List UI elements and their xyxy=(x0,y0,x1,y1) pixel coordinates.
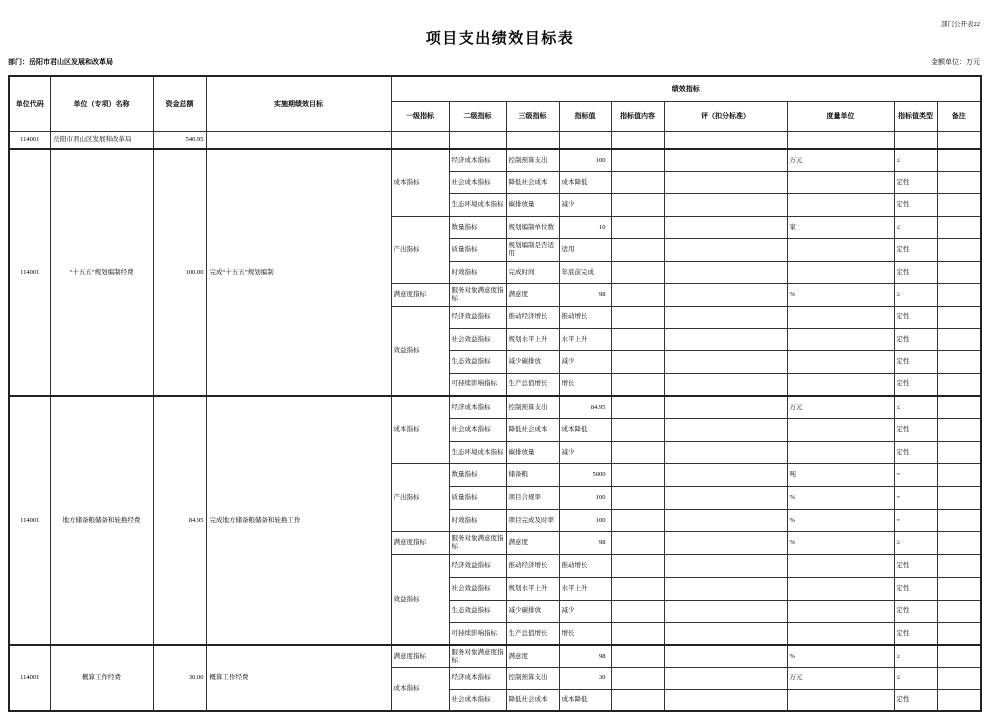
unit-cell: 家 xyxy=(787,216,894,238)
value-content-cell xyxy=(611,487,664,510)
value-content-cell xyxy=(611,373,664,395)
value-content-cell xyxy=(611,645,664,667)
value-content-cell xyxy=(611,261,664,283)
level3-indicator-cell: 储备粮 xyxy=(506,464,559,487)
header-perf-group: 绩效指标 xyxy=(391,76,981,101)
value-content-cell xyxy=(611,577,664,600)
value-type-cell: = xyxy=(894,464,937,487)
value-content-cell xyxy=(611,623,664,646)
indicator-value-cell: 年底前完成 xyxy=(559,261,611,283)
level3-indicator-cell: 满意度 xyxy=(506,532,559,555)
indicator-value-cell: 减少 xyxy=(559,351,611,373)
header-unit-code: 单位代码 xyxy=(9,76,50,131)
unit-cell xyxy=(787,261,894,283)
header-value-content: 指标值内容 xyxy=(611,101,664,131)
indicator-value-cell: 10 xyxy=(559,216,611,238)
note-cell xyxy=(937,396,981,419)
header-indicator-value: 指标值 xyxy=(559,101,611,131)
level3-indicator-cell: 生产总值增长 xyxy=(506,623,559,646)
value-content-cell xyxy=(611,216,664,238)
summary-section xyxy=(9,131,981,149)
indicator-value-cell: 100 xyxy=(559,509,611,532)
unit-cell xyxy=(787,351,894,373)
value-type-cell: 定性 xyxy=(894,419,937,442)
amount-cell: 84.95 xyxy=(153,396,206,646)
value-content-cell xyxy=(611,239,664,261)
indicator-value-cell: 98 xyxy=(559,532,611,555)
value-content-cell xyxy=(611,351,664,373)
level2-indicator-cell: 经济成本指标 xyxy=(449,149,506,171)
level3-indicator-cell: 满意度 xyxy=(506,645,559,667)
level3-indicator-cell: 降低社会成本 xyxy=(506,689,559,711)
indicator-value-cell: 100 xyxy=(559,149,611,171)
amount-unit-label: 金额单位：万元 xyxy=(931,58,980,66)
unit-cell: % xyxy=(787,487,894,510)
performance-table xyxy=(8,75,982,712)
note-cell xyxy=(937,667,981,689)
indicator-value-cell: 成本降低 xyxy=(559,419,611,442)
indicator-value-cell: 成本降低 xyxy=(559,171,611,193)
eval-cell xyxy=(664,487,787,510)
header-total-funds: 资金总额 xyxy=(153,76,206,131)
note-cell xyxy=(937,577,981,600)
unit-name-cell: 岳阳市君山区发展和改革局 xyxy=(50,131,153,149)
value-content-cell xyxy=(611,329,664,351)
header-level1: 一级指标 xyxy=(391,101,449,131)
level2-indicator-cell: 经济效益指标 xyxy=(449,555,506,578)
eval-cell xyxy=(664,645,787,667)
value-type-cell: 定性 xyxy=(894,577,937,600)
level2-indicator-cell: 社会成本指标 xyxy=(449,689,506,711)
unit-cell: % xyxy=(787,532,894,555)
level2-indicator-cell: 质量指标 xyxy=(449,487,506,510)
eval-cell xyxy=(664,351,787,373)
note-cell xyxy=(937,623,981,646)
level3-indicator-cell: 规划编制是否适用 xyxy=(506,239,559,261)
level2-indicator-cell: 经济效益指标 xyxy=(449,306,506,328)
eval-cell xyxy=(664,284,787,306)
level1-indicator-cell: 效益指标 xyxy=(391,555,449,646)
target-cell: 概算工作经费 xyxy=(206,645,391,711)
amount-cell: 540.95 xyxy=(153,131,206,149)
value-type-cell: 定性 xyxy=(894,239,937,261)
unit-cell xyxy=(787,689,894,711)
level2-indicator-cell: 生态效益指标 xyxy=(449,351,506,373)
value-type-cell: ≥ xyxy=(894,645,937,667)
eval-cell xyxy=(664,329,787,351)
level3-indicator-cell: 项目完成及时率 xyxy=(506,509,559,532)
value-type-cell: ≥ xyxy=(894,284,937,306)
level2-indicator-cell: 生态环境成本指标 xyxy=(449,441,506,464)
level2-indicator-cell xyxy=(449,131,506,149)
note-cell xyxy=(937,600,981,623)
level1-indicator-cell: 满意度指标 xyxy=(391,532,449,555)
level2-indicator-cell: 服务对象满意度指标 xyxy=(449,645,506,667)
note-cell xyxy=(937,487,981,510)
value-type-cell: 定性 xyxy=(894,623,937,646)
level3-indicator-cell: 完成时间 xyxy=(506,261,559,283)
level1-indicator-cell: 产出指标 xyxy=(391,464,449,532)
value-type-cell: 定性 xyxy=(894,351,937,373)
eval-cell xyxy=(664,306,787,328)
value-content-cell xyxy=(611,555,664,578)
indicator-value-cell: 适用 xyxy=(559,239,611,261)
indicator-value-cell: 增长 xyxy=(559,623,611,646)
level2-indicator-cell: 质量指标 xyxy=(449,239,506,261)
unit-cell xyxy=(787,623,894,646)
unit-cell: % xyxy=(787,509,894,532)
value-type-cell: 定性 xyxy=(894,373,937,395)
level3-indicator-cell: 项目合规率 xyxy=(506,487,559,510)
indicator-value-cell: 减少 xyxy=(559,441,611,464)
value-content-cell xyxy=(611,464,664,487)
value-type-cell: 定性 xyxy=(894,261,937,283)
project-section xyxy=(9,645,981,711)
level1-indicator-cell: 成本指标 xyxy=(391,667,449,711)
unit-cell xyxy=(787,306,894,328)
eval-cell xyxy=(664,577,787,600)
value-content-cell xyxy=(611,171,664,193)
value-content-cell xyxy=(611,689,664,711)
eval-cell xyxy=(664,623,787,646)
indicator-value-cell: 减少 xyxy=(559,600,611,623)
note-cell xyxy=(937,373,981,395)
value-type-cell: 定性 xyxy=(894,689,937,711)
unit-cell xyxy=(787,577,894,600)
note-cell xyxy=(937,464,981,487)
value-content-cell xyxy=(611,131,664,149)
note-cell xyxy=(937,555,981,578)
level3-indicator-cell: 降低社会成本 xyxy=(506,171,559,193)
note-cell xyxy=(937,131,981,149)
value-content-cell xyxy=(611,149,664,171)
level2-indicator-cell: 服务对象满意度指标 xyxy=(449,532,506,555)
page-title: 项目支出绩效目标表 xyxy=(425,31,575,47)
level2-indicator-cell: 社会效益指标 xyxy=(449,577,506,600)
eval-cell xyxy=(664,149,787,171)
indicator-value-cell: 30 xyxy=(559,667,611,689)
indicator-value-cell: 减少 xyxy=(559,194,611,216)
level1-indicator-cell: 满意度指标 xyxy=(391,284,449,306)
value-type-cell: 定性 xyxy=(894,555,937,578)
value-type-cell: ≤ xyxy=(894,149,937,171)
value-content-cell xyxy=(611,509,664,532)
project-name-cell: “十五五”规划编制经费 xyxy=(50,149,153,396)
level3-indicator-cell: 满意度 xyxy=(506,284,559,306)
note-cell xyxy=(937,689,981,711)
level3-indicator-cell: 生产总值增长 xyxy=(506,373,559,395)
level1-indicator-cell: 满意度指标 xyxy=(391,645,449,667)
meta-row xyxy=(8,57,980,67)
unit-cell xyxy=(787,419,894,442)
unit-cell xyxy=(787,600,894,623)
level3-indicator-cell: 规划水平上升 xyxy=(506,329,559,351)
indicator-row xyxy=(9,396,981,419)
level2-indicator-cell: 数量指标 xyxy=(449,464,506,487)
header-remarks: 备注 xyxy=(937,101,981,131)
unit-code-cell: 114001 xyxy=(9,645,50,711)
value-type-cell: = xyxy=(894,487,937,510)
value-content-cell xyxy=(611,419,664,442)
note-cell xyxy=(937,532,981,555)
indicator-value-cell: 水平上升 xyxy=(559,329,611,351)
level1-indicator-cell: 效益指标 xyxy=(391,306,449,396)
value-content-cell xyxy=(611,667,664,689)
unit-cell: % xyxy=(787,284,894,306)
header-measure-unit: 度量单位 xyxy=(787,101,894,131)
project-name-cell: 地方储备粮储备和轮换经费 xyxy=(50,396,153,646)
value-type-cell: ≤ xyxy=(894,396,937,419)
value-type-cell: ≥ xyxy=(894,532,937,555)
level3-indicator-cell: 降低社会成本 xyxy=(506,419,559,442)
indicator-row xyxy=(9,149,981,171)
note-cell xyxy=(937,284,981,306)
unit-cell: 万元 xyxy=(787,667,894,689)
level3-indicator-cell: 推动经济增长 xyxy=(506,306,559,328)
level2-indicator-cell: 社会成本指标 xyxy=(449,171,506,193)
header-value-type: 指标值类型 xyxy=(894,101,937,131)
value-type-cell: ≤ xyxy=(894,216,937,238)
eval-cell xyxy=(664,464,787,487)
unit-cell: 万元 xyxy=(787,396,894,419)
level2-indicator-cell: 经济成本指标 xyxy=(449,667,506,689)
eval-cell xyxy=(664,667,787,689)
indicator-value-cell xyxy=(559,131,611,149)
note-cell xyxy=(937,194,981,216)
indicator-value-cell: 100 xyxy=(559,487,611,510)
target-cell xyxy=(206,131,391,149)
value-type-cell: = xyxy=(894,509,937,532)
unit-code-cell: 114001 xyxy=(9,131,50,149)
unit-cell: 万元 xyxy=(787,149,894,171)
unit-cell xyxy=(787,171,894,193)
eval-cell xyxy=(664,131,787,149)
eval-cell xyxy=(664,555,787,578)
level2-indicator-cell: 社会效益指标 xyxy=(449,329,506,351)
level2-indicator-cell: 生态效益指标 xyxy=(449,600,506,623)
note-cell xyxy=(937,351,981,373)
level2-indicator-cell: 经济成本指标 xyxy=(449,396,506,419)
note-cell xyxy=(937,216,981,238)
header-impl-target: 实施期绩效目标 xyxy=(206,76,391,131)
project-section xyxy=(9,396,981,646)
level3-indicator-cell: 减少碳排放 xyxy=(506,600,559,623)
level3-indicator-cell: 减少碳排放 xyxy=(506,351,559,373)
unit-code-cell: 114001 xyxy=(9,149,50,396)
unit-cell xyxy=(787,194,894,216)
unit-cell xyxy=(787,555,894,578)
value-content-cell xyxy=(611,306,664,328)
indicator-row xyxy=(9,645,981,667)
unit-cell: % xyxy=(787,645,894,667)
department-label: 部门：岳阳市君山区发展和改革局 xyxy=(8,58,113,66)
eval-cell xyxy=(664,441,787,464)
level3-indicator-cell: 规划水平上升 xyxy=(506,577,559,600)
value-type-cell: 定性 xyxy=(894,600,937,623)
indicator-value-cell: 推动增长 xyxy=(559,555,611,578)
level2-indicator-cell: 可持续影响指标 xyxy=(449,623,506,646)
level3-indicator-cell: 控制预算支出 xyxy=(506,149,559,171)
value-content-cell xyxy=(611,441,664,464)
level2-indicator-cell: 服务对象满意度指标 xyxy=(449,284,506,306)
value-content-cell xyxy=(611,600,664,623)
indicator-value-cell: 98 xyxy=(559,284,611,306)
target-cell: 完成“十五五”规划编制 xyxy=(206,149,391,396)
eval-cell xyxy=(664,171,787,193)
value-content-cell xyxy=(611,194,664,216)
unit-cell xyxy=(787,373,894,395)
form-number-label: 部门公开表22 xyxy=(941,21,980,28)
indicator-value-cell: 水平上升 xyxy=(559,577,611,600)
note-cell xyxy=(937,261,981,283)
value-content-cell xyxy=(611,396,664,419)
indicator-value-cell: 增长 xyxy=(559,373,611,395)
note-cell xyxy=(937,329,981,351)
eval-cell xyxy=(664,194,787,216)
indicator-value-cell: 推动增长 xyxy=(559,306,611,328)
amount-cell: 30.00 xyxy=(153,645,206,711)
indicator-value-cell: 5000 xyxy=(559,464,611,487)
unit-cell: 吨 xyxy=(787,464,894,487)
level1-indicator-cell: 成本指标 xyxy=(391,396,449,464)
eval-cell xyxy=(664,261,787,283)
eval-cell xyxy=(664,216,787,238)
level1-indicator-cell xyxy=(391,131,449,149)
note-cell xyxy=(937,419,981,442)
value-type-cell: 定性 xyxy=(894,171,937,193)
value-type-cell: ≤ xyxy=(894,667,937,689)
eval-cell xyxy=(664,239,787,261)
note-cell xyxy=(937,149,981,171)
eval-cell xyxy=(664,532,787,555)
value-type-cell: 定性 xyxy=(894,441,937,464)
level2-indicator-cell: 社会成本指标 xyxy=(449,419,506,442)
value-type-cell xyxy=(894,131,937,149)
note-cell xyxy=(937,306,981,328)
level1-indicator-cell: 成本指标 xyxy=(391,149,449,216)
level3-indicator-cell: 推动经济增长 xyxy=(506,555,559,578)
project-section xyxy=(9,149,981,396)
table-header xyxy=(9,76,981,131)
note-cell xyxy=(937,509,981,532)
header-unit-name: 单位（专项）名称 xyxy=(50,76,153,131)
level3-indicator-cell: 碳排放量 xyxy=(506,194,559,216)
level3-indicator-cell xyxy=(506,131,559,149)
note-cell xyxy=(937,645,981,667)
level3-indicator-cell: 控制预算支出 xyxy=(506,396,559,419)
header-level2: 二级指标 xyxy=(449,101,506,131)
value-type-cell: 定性 xyxy=(894,194,937,216)
eval-cell xyxy=(664,509,787,532)
unit-cell xyxy=(787,239,894,261)
unit-cell xyxy=(787,329,894,351)
indicator-value-cell: 成本降低 xyxy=(559,689,611,711)
value-content-cell xyxy=(611,532,664,555)
project-name-cell: 概算工作经费 xyxy=(50,645,153,711)
eval-cell xyxy=(664,373,787,395)
level2-indicator-cell: 数量指标 xyxy=(449,216,506,238)
target-cell: 完成地方储备粮储备和轮换工作 xyxy=(206,396,391,646)
note-cell xyxy=(937,171,981,193)
level2-indicator-cell: 生态环境成本指标 xyxy=(449,194,506,216)
note-cell xyxy=(937,441,981,464)
level3-indicator-cell: 碳排放量 xyxy=(506,441,559,464)
header-level3: 三级指标 xyxy=(506,101,559,131)
level3-indicator-cell: 控制预算支出 xyxy=(506,667,559,689)
indicator-value-cell: 98 xyxy=(559,645,611,667)
header-eval-criteria: 评（扣分标准） xyxy=(664,101,787,131)
summary-row xyxy=(9,131,981,149)
eval-cell xyxy=(664,396,787,419)
level2-indicator-cell: 可持续影响指标 xyxy=(449,373,506,395)
eval-cell xyxy=(664,689,787,711)
unit-cell xyxy=(787,131,894,149)
level2-indicator-cell: 时效指标 xyxy=(449,261,506,283)
unit-code-cell: 114001 xyxy=(9,396,50,646)
level3-indicator-cell: 规划编制单位数 xyxy=(506,216,559,238)
eval-cell xyxy=(664,419,787,442)
indicator-value-cell: 84.95 xyxy=(559,396,611,419)
eval-cell xyxy=(664,600,787,623)
value-type-cell: 定性 xyxy=(894,306,937,328)
value-type-cell: 定性 xyxy=(894,329,937,351)
amount-cell: 100.00 xyxy=(153,149,206,396)
value-content-cell xyxy=(611,284,664,306)
note-cell xyxy=(937,239,981,261)
level1-indicator-cell: 产出指标 xyxy=(391,216,449,283)
unit-cell xyxy=(787,441,894,464)
level2-indicator-cell: 时效指标 xyxy=(449,509,506,532)
